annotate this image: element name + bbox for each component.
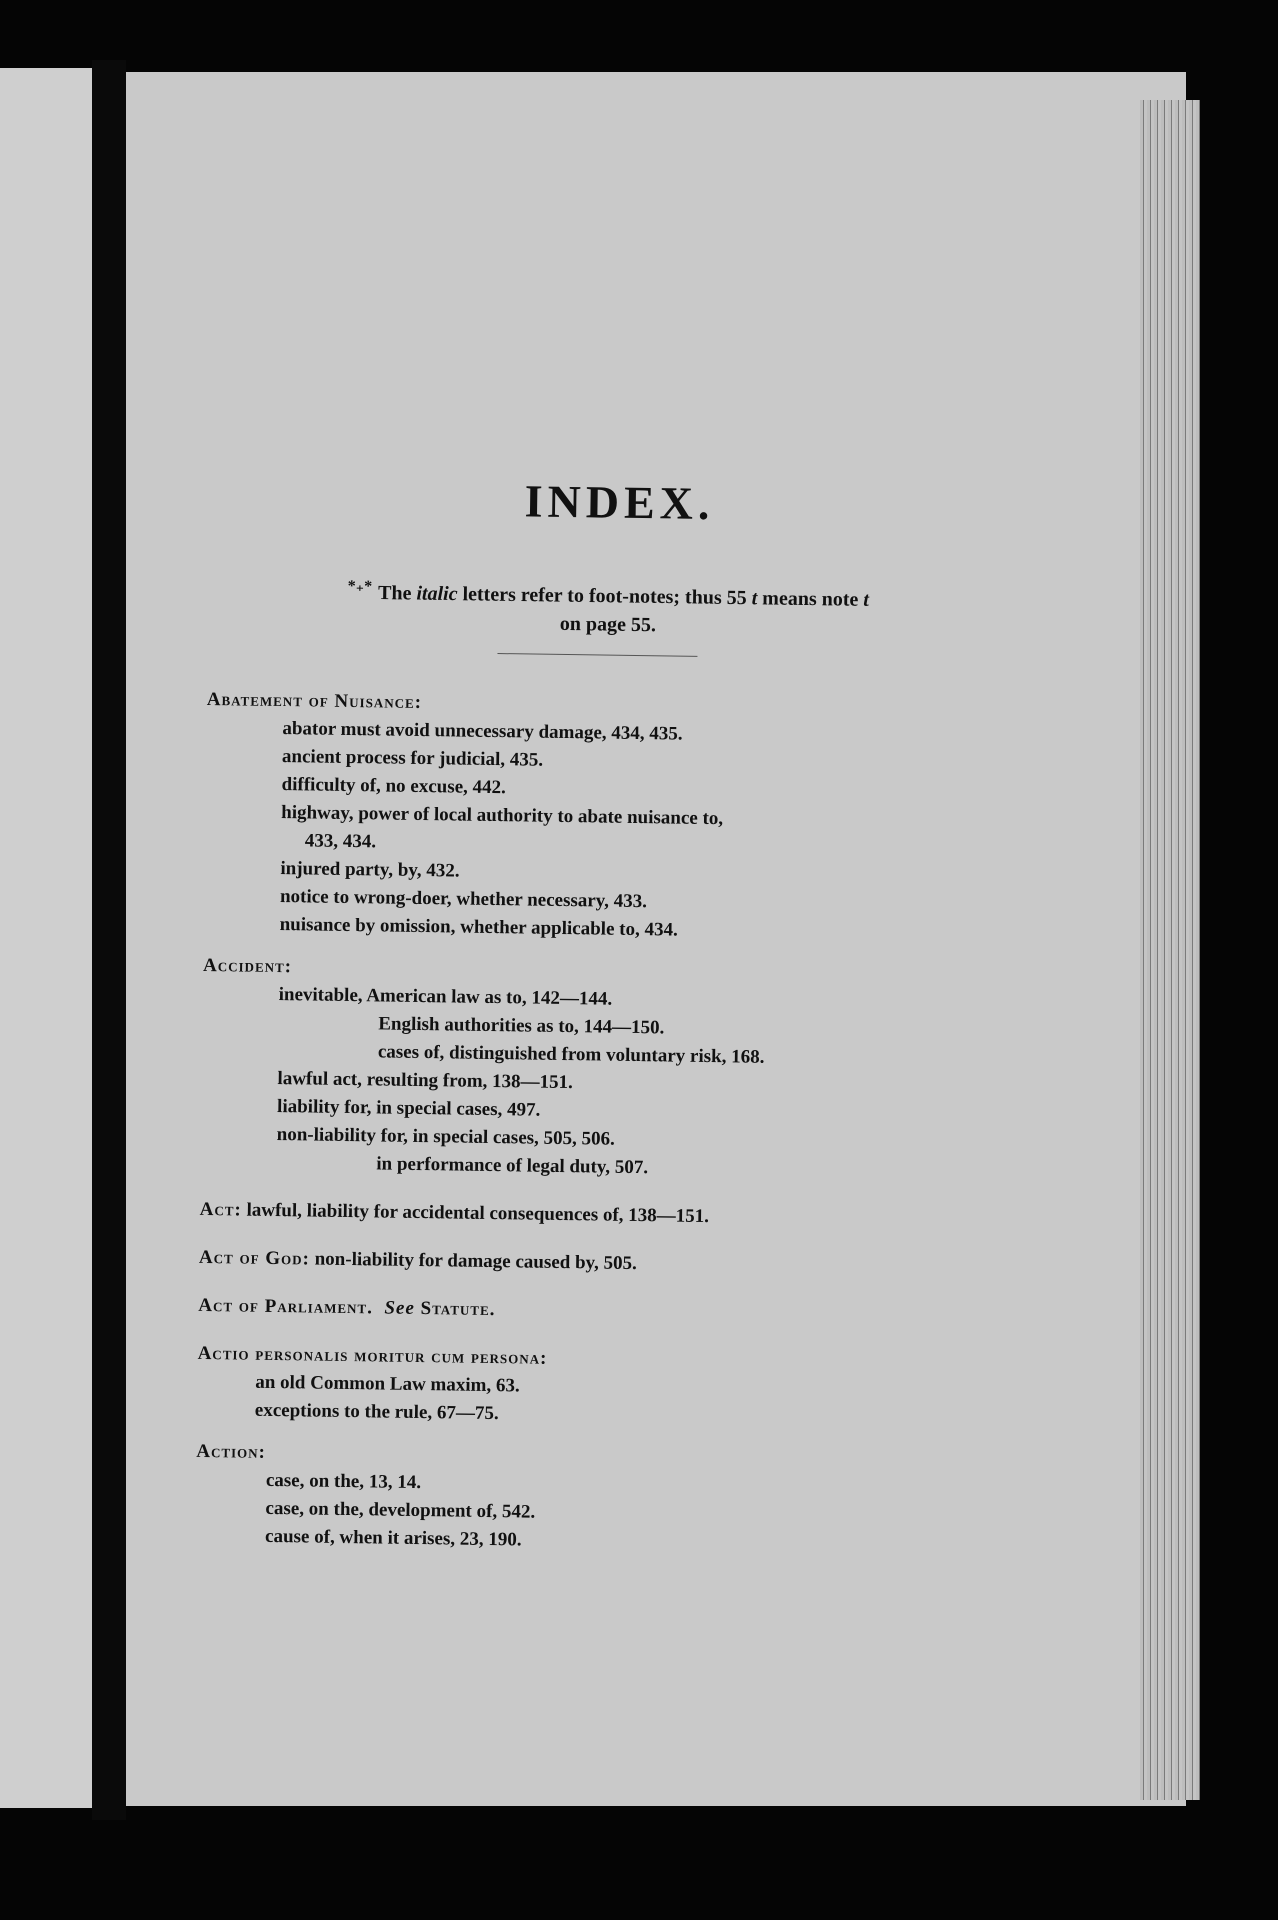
index-entry: nuisance by omission, whether applicable to, 434. — [279, 913, 678, 941]
section-act — [199, 1196, 959, 1235]
section-heading: Action: — [196, 1440, 267, 1463]
index-entry: ancient process for judicial, 435. — [281, 745, 544, 771]
index-entry: difficulty of, no excuse, 442. — [281, 773, 507, 798]
section-accident — [200, 952, 963, 1187]
index-entry: inevitable, American law as to, 142—144. — [278, 983, 613, 1010]
index-subentry: cases of, distinguished from voluntary risk, 168. — [377, 1041, 765, 1068]
italic-note — [208, 571, 969, 643]
index-entry-text: lawful, liability for accidental consequences of, 138—151. — [241, 1199, 710, 1227]
index-entry: case, on the, 13, 14. — [265, 1469, 422, 1493]
index-content — [195, 470, 970, 1560]
section-act-of-parliament — [198, 1292, 958, 1331]
section-heading: Actio personalis moritur cum persona: — [197, 1342, 548, 1369]
index-entry: notice to wrong-doer, whether necessary, 433. — [279, 885, 648, 912]
index-entry — [205, 798, 966, 865]
note-italic-t: t — [751, 587, 758, 610]
section-heading: Act of Parliament. — [198, 1294, 374, 1319]
index-entry: exceptions to the rule, 67—75. — [254, 1399, 499, 1424]
index-entry: lawful act, resulting from, 138—151. — [277, 1067, 574, 1093]
section-actio — [197, 1340, 958, 1435]
index-entry: non-liability for, in special cases, 505, 506. — [276, 1123, 616, 1150]
note-italic-t2: t — [863, 588, 870, 611]
index-entry: case, on the, development of, 542. — [265, 1497, 536, 1523]
section-action — [195, 1438, 956, 1561]
section-heading: Act of God: — [198, 1246, 311, 1270]
page-stack-edge — [1140, 100, 1200, 1800]
note-line-2: on page 55. — [559, 612, 657, 636]
index-entry-text: highway, power of local authority to abate nuisance to, — [281, 801, 724, 829]
section-heading: Accident: — [202, 954, 293, 977]
section-act-of-god — [199, 1244, 959, 1283]
index-entry: abator must avoid unnecessary damage, 434, 435. — [282, 717, 683, 745]
see-reference: See — [384, 1297, 415, 1319]
index-entry: an old Common Law maxim, 63. — [255, 1371, 520, 1397]
divider-rule — [497, 653, 697, 657]
index-subentry: English authorities as to, 144—150. — [378, 1013, 665, 1039]
note-text: The — [377, 582, 417, 605]
note-italic: italic — [416, 582, 458, 606]
left-page-edge — [0, 68, 92, 1808]
note-text-3: means note — [757, 587, 864, 611]
cross-reference: Statute. — [420, 1297, 496, 1320]
note-mark: *₊* — [347, 577, 373, 596]
section-heading: Act: — [199, 1198, 242, 1221]
index-subentry: in performance of legal duty, 507. — [376, 1153, 649, 1178]
index-entry: liability for, in special cases, 497. — [276, 1095, 541, 1121]
index-entry: injured party, by, 432. — [280, 857, 460, 882]
index-entry: cause of, when it arises, 23, 190. — [264, 1525, 522, 1551]
section-abatement — [203, 686, 966, 949]
page-title: INDEX. — [524, 475, 715, 530]
book-gutter — [92, 60, 126, 1820]
note-text-2: letters refer to foot-notes; thus 55 — [457, 583, 752, 610]
index-entry-continuation: 433, 434. — [304, 830, 377, 853]
index-entry-text: non-liability for damage caused by, 505. — [309, 1248, 637, 1274]
section-heading: Abatement of Nuisance: — [206, 688, 423, 713]
